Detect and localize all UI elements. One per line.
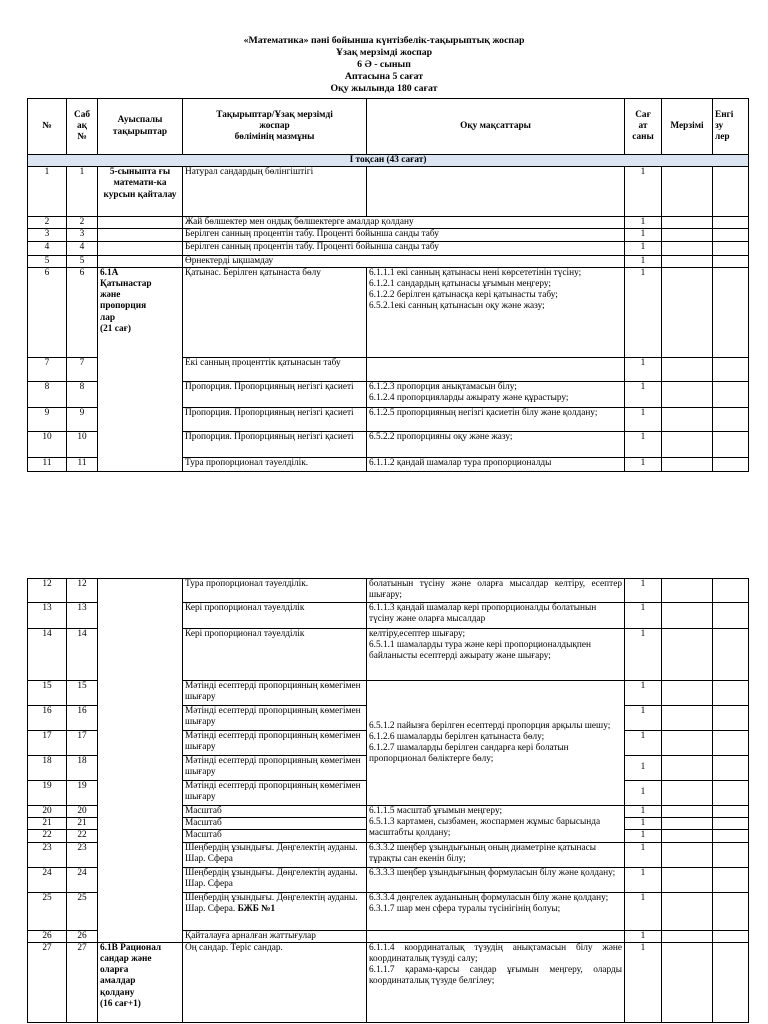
quarter-row: [28, 155, 749, 167]
col-notes: Енгі зу лер: [713, 99, 749, 155]
objectives-cell: 6.5.1.2 пайызға берілген есептерді пропорция арқылы шешу; 6.1.2.6 шамаларды берілген қатынаста бөлу; 6.1.2.7 шамаларды берілген сандарға кері болатын пропорционал бөліктерге бөлу;: [367, 681, 625, 806]
table-row: 4 4 Берілген санның процентін табу. Проценті бойынша санды табу 1: [28, 241, 749, 255]
plan-table-page-2: [27, 578, 749, 1023]
table-row: 13 13 Кері пропорционал тәуелділік 6.1.1.3 қандай шамалар кері пропорционалды болатынын түсіну және оларға мысалдар 1: [28, 603, 749, 629]
objectives-cell: 6.1.1.1 екі санның қатынасы нені көрсететінін түсіну; 6.1.2.1 сандардың қатынасы ұғымын меңгеру; 6.1.2.2 берілген қатынасқа кері қатынасты табу; 6.5.2.1екі санның қатынасын оқу және жазу;: [367, 267, 625, 357]
table-row: 11 11 Тура пропорционал тәуелділік. 6.1.1.2 қандай шамалар тура пропорционалды 1: [28, 457, 749, 471]
section-label: 6.1А Қатынастар және пропорция лар (21 сағ): [98, 267, 183, 471]
table-row: 14 14 Кері пропорционал тәуелділік келтіру,есептер шығару; 6.5.1.1 шамаларды тура және кері пропорционалдықпен байланысты есептерді ажырату және шығару; 1: [28, 629, 749, 681]
table-row: 12 12 Тура пропорционал тәуелділік. болатынын түсіну және оларға мысалдар келтіру, есептер шығару; 1: [28, 579, 749, 603]
objectives-cell: 6.3.3.2 шеңбер ұзындығының оның диаметріне қатынасы тұрақты сан екенін білу;: [367, 842, 625, 867]
col-hours: Сағ ат саны: [625, 99, 662, 155]
col-date: Мерзімі: [662, 99, 713, 155]
table-row: 19 19 Мәтінді есептерді пропорцияның көмегімен шығару 1: [28, 781, 749, 806]
table-row: 24 24 Шеңбердің ұзындығы. Дөңгелектің ауданы. Шар. Сфера 6.3.3.3 шеңбер ұзындығының формуласын білу және қолдану; 1: [28, 867, 749, 892]
objectives-cell: 6.1.1.2 қандай шамалар тура пропорционалды: [367, 457, 625, 471]
col-lesson: Саб ақ №: [67, 99, 98, 155]
table-row: 3 3 Берілген санның процентін табу. Проценті бойынша санды табу 1: [28, 229, 749, 241]
objectives-cell: 6.1.2.5 пропорцияның негізгі қасиетін білу және қолдану;: [367, 407, 625, 431]
table-header-row: [28, 99, 749, 155]
objectives-cell: 6.1.2.3 пропорция анықтамасын білу; 6.1.2.4 пропорцияларды ажырату және құрастыру;: [367, 381, 625, 407]
header-subtitle: Ұзақ мерзімді жоспар: [335, 47, 433, 58]
col-sections: Ауыспалы тақырыптар: [98, 99, 183, 155]
objectives-cell: 6.1.1.3 қандай шамалар кері пропорционалды болатынын түсіну және оларға мысалдар: [367, 603, 625, 629]
section-label: 6.1В Рационал сандар және оларға амалдар қолдану (16 сағ+1): [98, 942, 183, 1022]
table-row: 21 21 Масштаб 1: [28, 818, 749, 830]
table-row: 7 7 Екі санның проценттік қатынасын табу 1: [28, 357, 749, 381]
document-header: [0, 35, 768, 95]
table-row: 23 23 Шеңбердің ұзындығы. Дөңгелектің ауданы. Шар. Сфера 6.3.3.2 шеңбер ұзындығының оның диаметріне қатынасы тұрақты сан екенін білу; 1: [28, 842, 749, 867]
assessment-label: БЖБ №1: [237, 903, 276, 914]
objectives-cell: 6.1.1.4 координаталық түзудің анықтамасын білу және координаталық түзуді салу; 6.1.1.7 қарама-қарсы сандар ұғымын меңгеру, оларды координаталық түзуде белгілеу;: [367, 942, 625, 1022]
table-row: 9 9 Пропорция. Пропорцияның негізгі қасиеті 6.1.2.5 пропорцияның негізгі қасиетін білу және қолдану; 1: [28, 407, 749, 431]
table-row: 27 27 6.1В Рационал сандар және оларға амалдар қолдану (16 сағ+1) Оң сандар. Теріс сандар. 6.1.1.4 координаталық түзудің анықтамасын білу және координаталық түзуді салу; 6.1.1.7 қарама-қарсы сандар ұғымын меңгеру, оларды координаталық түзуде белгілеу; 1: [28, 942, 749, 1022]
objectives-cell: 6.3.3.3 шеңбер ұзындығының формуласын білу және қолдану;: [367, 867, 625, 892]
objectives-cell: 6.5.2.2 пропорцияны оқу және жазу;: [367, 431, 625, 457]
table-row: 26 26 Қайталауға арналған жаттығулар 1: [28, 930, 749, 942]
table-row: 15 15 Мәтінді есептерді пропорцияның көмегімен шығару 6.5.1.2 пайызға берілген есептерді пропорция арқылы шешу; 6.1.2.6 шамаларды берілген қатынаста бөлу; 6.1.2.7 шамаларды берілген сандарға кері болатын пропорционал бөліктерге бөлу; 1: [28, 681, 749, 706]
table-row: 18 18 Мәтінді есептерді пропорцияның көмегімен шығару 1: [28, 756, 749, 781]
col-num: №: [28, 99, 67, 155]
objectives-cell: келтіру,есептер шығару; 6.5.1.1 шамаларды тура және кері пропорционалдықпен байланысты есептерді ажырату және шығару;: [367, 629, 625, 681]
table-row: 25 25 Шеңбердің ұзындығы. Дөңгелектің ауданы. Шар. Сфера. БЖБ №1 6.3.3.4 дөңгелек ауданының формуласын білу және қолдану; 6.3.1.7 шар мен сфера туралы түсінігінің болуы; 1: [28, 892, 749, 930]
plan-table-page-1: [27, 98, 749, 472]
objectives-cell: 6.3.3.4 дөңгелек ауданының формуласын білу және қолдану; 6.3.1.7 шар мен сфера туралы түсінігінің болуы;: [367, 892, 625, 930]
table-row: 2 2 Жай бөлшектер мен ондық бөлшектерге амалдар қолдану 1: [28, 217, 749, 229]
header-weekly-hours: Аптасына 5 сағат: [344, 71, 424, 82]
header-class: 6 Ә - сынып: [357, 59, 411, 70]
table-row: 6 6 6.1А Қатынастар және пропорция лар (21 сағ) Қатынас. Берілген қатынаста бөлу 6.1.1.1 екі санның қатынасы нені көрсететінін түсіну; 6.1.2.1 сандардың қатынасы ұғымын меңгеру; 6.1.2.2 берілген қатынасқа кері қатынасты табу; 6.5.2.1екі санның қатынасын оқу және жазу; 1: [28, 267, 749, 357]
objectives-cell: 6.1.1.5 масштаб ұғымын меңгеру; 6.5.1.3 картамен, сызбамен, жоспармен жұмыс барысында масштабты қолдану;: [367, 806, 625, 843]
section-label: 5-сыныпта ғы математи-ка курсын қайталау: [98, 167, 183, 217]
table-row: 16 16 Мәтінді есептерді пропорцияның көмегімен шығару 1: [28, 706, 749, 731]
header-title: «Математика» пәні бойынша күнтізбелік-тақырыптық жоспар: [243, 35, 525, 46]
table-row: 8 8 Пропорция. Пропорцияның негізгі қасиеті 6.1.2.3 пропорция анықтамасын білу; 6.1.2.4 пропорцияларды ажырату және құрастыру; 1: [28, 381, 749, 407]
table-row: 1 1 5-сыныпта ғы математи-ка курсын қайталау Натурал сандардың бөлінгіштігі 1: [28, 167, 749, 217]
table-row: 17 17 Мәтінді есептерді пропорцияның көмегімен шығару 1: [28, 731, 749, 756]
header-yearly-hours: Оқу жылында 180 сағат: [330, 83, 438, 94]
table-row: 5 5 Өрнектерді ықшамдау 1: [28, 255, 749, 267]
table-row: 22 22 Масштаб 1: [28, 830, 749, 842]
objectives-cell: болатынын түсіну және оларға мысалдар келтіру, есептер шығару;: [367, 579, 625, 603]
table-row: 20 20 Масштаб 6.1.1.5 масштаб ұғымын меңгеру; 6.5.1.3 картамен, сызбамен, жоспармен жұмыс барысында масштабты қолдану; 1: [28, 806, 749, 818]
col-objectives: Оқу мақсаттары: [367, 99, 625, 155]
table-row: 10 10 Пропорция. Пропорцияның негізгі қасиеті 6.5.2.2 пропорцияны оқу және жазу; 1: [28, 431, 749, 457]
quarter-label: I тоқсан (43 сағат): [28, 155, 749, 167]
col-topic: Тақырыптар/Ұзақ мерзімді жоспар бөлімінің мазмұны: [183, 99, 367, 155]
